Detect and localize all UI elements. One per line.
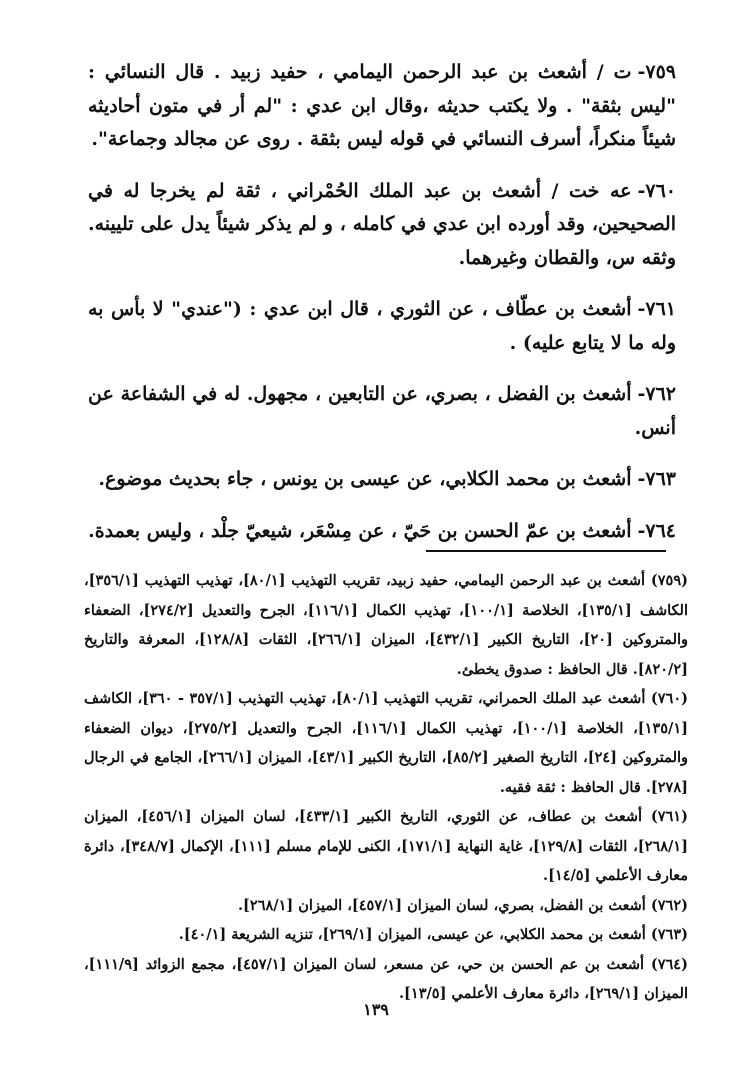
entry-text: عه خت / أشعث بن عبد الملك الحُمْراني ، ثقة لم يخرجا له في الصحيحين، وقد أورده ابن عدي في كامله ، و لم يذكر شيئاً يدل على تليينه. وثقه س، والقطان وغيرهما. [88, 179, 676, 269]
entry-number: ٧٦٠- [637, 179, 676, 202]
footnote-text: أشعث بن عم الحسن بن حي، عن مسعر، لسان الميزان [٤٥٧/١]، مجمع الزوائد [١١١/٩]، الميزان [٢٦٩/١]، دائرة معارف الأعلمي [١٣/٥]. [84, 955, 688, 1002]
footnote-divider [426, 550, 666, 552]
footnote-759 [84, 566, 688, 684]
footnote-text: أشعث بن عبد الرحمن اليمامي، حفيد زبيد، تقريب التهذيب [٨٠/١]، تهذيب التهذيب [٣٥٦/١]، الكاشف [١٣٥/١]، الخلاصة [١٠٠/١]، تهذيب الكمال [١١٦/١]، الجرح والتعديل [٢٧٤/٢]، الضعفاء والمتروكين [٢٠]، التاريخ الكبير [٤٣٢/١]، الميزان [٢٦٦/١]، الثقات [١٢٨/٨]، المعرفة والتاريخ [٨٢٠/٢]. قال الحافظ : صدوق يخطئ. [84, 572, 689, 678]
footnote-number: (٧٦٢) [650, 896, 688, 914]
entry-number: ٧٦٣- [637, 468, 676, 490]
footnotes [84, 566, 688, 1009]
footnote-text: أشعث بن الفضل، بصري، لسان الميزان [٤٥٧/١]، الميزان [٢٦٨/١]. [238, 896, 646, 914]
entry-number: ٧٦١- [637, 298, 676, 320]
entry-760 [88, 175, 676, 276]
footnote-762 [84, 891, 688, 921]
footnote-number: (٧٥٩) [650, 572, 688, 589]
footnote-text: أشعث بن عطاف، عن الثوري، التاريخ الكبير [٤٣٣/١]، لسان الميزان [٤٥٦/١]، الميزان [٢٦٨/١]، الثقات [١٢٩/٨]، غاية النهاية [١٧١/١]، الكنى للإمام مسلم [١١١]، الإكمال [٣٤٨/٧]، دائرة معارف الأعلمي [١٤/٥]. [84, 808, 688, 884]
footnote-760 [84, 684, 688, 802]
entry-text: أشعث بن عطّاف ، عن الثوري ، قال ابن عدي : ("عندي" لا بأس به وله ما لا يتابع عليه) . [88, 298, 676, 354]
footnote-text: أشعث عبد الملك الحمراني، تقريب التهذيب [٨٠/١]، تهذيب التهذيب [٣٥٧/١ - ٣٦٠]، الكاشف [١٣٥/١]، الخلاصة [١٠٠/١]، تهذيب الكمال [١١٦/١]، الجرح والتعديل [٢٧٥/٢]، ديوان الضعفاء والمتروكين [٢٤]، التاريخ الصغير [٨٥/٢]، التاريخ الكبير [٤٣/١]، الميزان [٢٦٦/١]، الجامع في الرجال [٢٧٨]. قال الحافظ : ثقة فقيه. [84, 690, 689, 796]
footnote-text: أشعث بن محمد الكلابي، عن عيسى، الميزان [٢٦٩/١]، تنزيه الشريعة [٤٠/١]. [178, 926, 646, 943]
footnote-number: (٧٦٣) [650, 926, 688, 943]
entry-text: أشعث بن عمّ الحسن بن حَيّ ، عن مِسْعَر، شيعيّ جلْد ، وليس بعمدة. [88, 519, 632, 542]
footnote-number: (٧٦١) [650, 808, 688, 825]
entry-text: ت / أشعث بن عبد الرحمن اليمامي ، حفيد زبيد . قال النسائي : "ليس بثقة" . ولا يكتب حديثه ،وقال ابن عدي : "لم أر في متون أحاديثه شيئاً منكراً، أسرف النسائي في قوله ليس بثقة . روى عن مجالد وجماعة". [88, 61, 676, 150]
footnote-number: (٧٦٠) [650, 690, 688, 707]
entry-761 [88, 293, 676, 360]
entry-number: ٧٦٢- [637, 383, 676, 405]
entry-text: أشعث بن الفضل ، بصري، عن التابعين ، مجهول. له في الشفاعة عن أنس. [88, 383, 676, 439]
main-text [88, 56, 676, 566]
footnote-number: (٧٦٤) [650, 955, 688, 973]
entry-number: ٧٥٩- [637, 61, 676, 83]
entry-text: أشعث بن محمد الكلابي، عن عيسى بن يونس ، جاء بحديث موضوع. [98, 468, 632, 490]
footnote-763 [84, 920, 688, 950]
entry-762 [88, 378, 676, 445]
entry-763 [88, 463, 676, 497]
entry-764 [88, 515, 676, 549]
footnote-761 [84, 802, 688, 891]
entry-759 [88, 56, 676, 157]
entry-number: ٧٦٤- [637, 519, 676, 542]
page-number: ١٣٩ [363, 1000, 389, 1019]
